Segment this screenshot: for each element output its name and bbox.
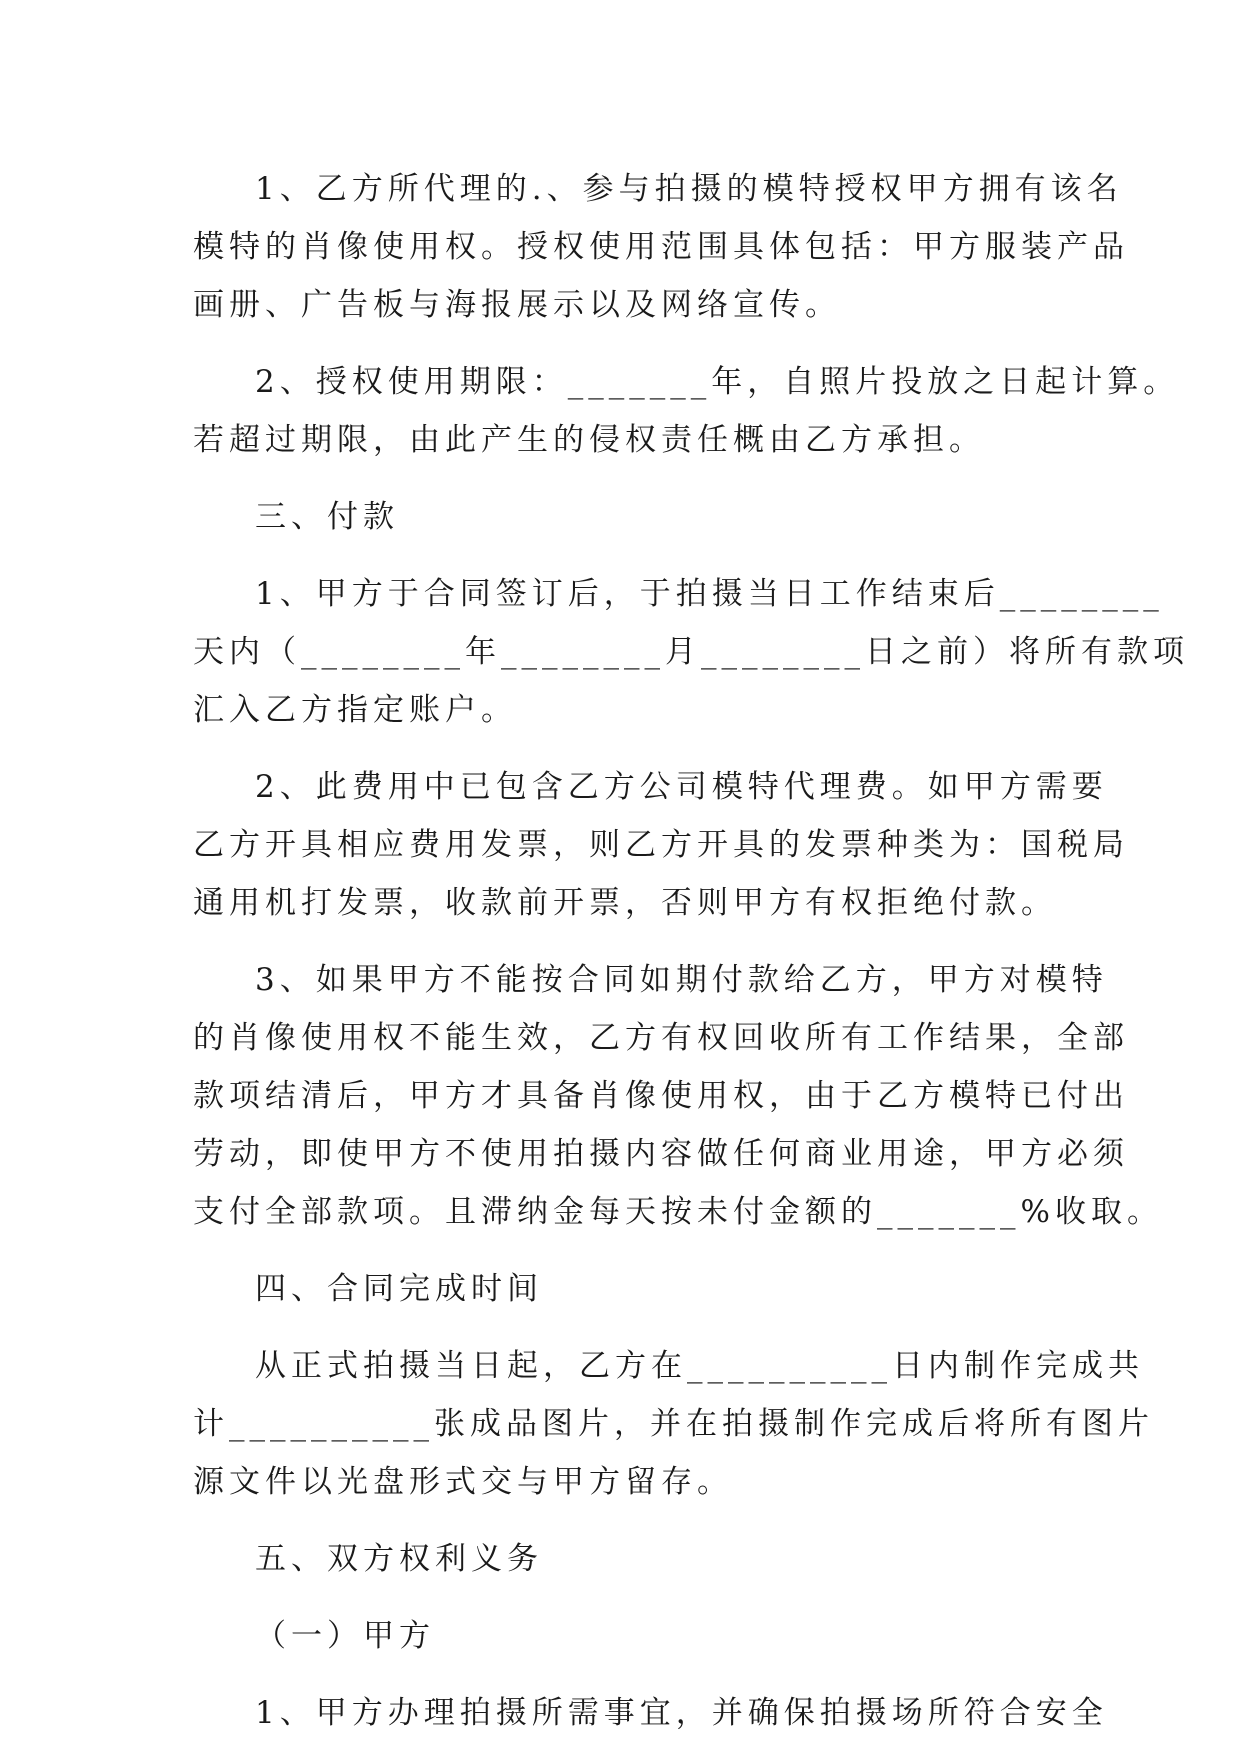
paragraph-portrait-rights: [193, 160, 1129, 334]
sub-heading: （一）甲方: [255, 1618, 435, 1654]
text-line: 模特的肖像使用权。授权使用范围具体包括：甲方服装产品: [193, 229, 1129, 265]
text-line: 汇入乙方指定账户。: [193, 692, 517, 728]
section-heading-rights-obligations: [193, 1530, 1065, 1588]
text-line: 劳动，即使甲方不使用拍摄内容做任何商业用途，甲方必须: [193, 1136, 1129, 1172]
paragraph-late-payment: [193, 951, 1163, 1241]
text-line: 源文件以光盘形式交与甲方留存。: [193, 1464, 733, 1500]
paragraph-delivery: [193, 1337, 1154, 1511]
paragraph-usage-term: [193, 353, 1180, 469]
text-line: 的肖像使用权不能生效，乙方有权回收所有工作结果，全部: [193, 1020, 1129, 1056]
paragraph-invoice: [193, 758, 1129, 932]
paragraph-party-a-duty: [193, 1684, 1108, 1742]
text-line: 计__________张成品图片，并在拍摄制作完成后将所有图片: [193, 1406, 1154, 1442]
text-line: 乙方开具相应费用发票，则乙方开具的发票种类为：国税局: [193, 827, 1129, 863]
section-heading-payment: [193, 488, 1065, 546]
section-heading: 三、付款: [255, 499, 399, 535]
section-heading-completion-time: [193, 1260, 1065, 1318]
document-body: [193, 160, 1189, 1761]
section-heading: 五、双方权利义务: [255, 1541, 543, 1577]
text-line: 支付全部款项。且滞纳金每天按未付金额的_______%收取。: [193, 1194, 1163, 1230]
sub-heading-party-a: [193, 1607, 1065, 1665]
text-line: 1、甲方办理拍摄所需事宜，并确保拍摄场所符合安全: [255, 1695, 1108, 1731]
text-line: 从正式拍摄当日起，乙方在__________日内制作完成共: [255, 1348, 1144, 1384]
text-line: 2、授权使用期限：_______年，自照片投放之日起计算。: [255, 364, 1180, 400]
text-line: 画册、广告板与海报展示以及网络宣传。: [193, 287, 841, 323]
text-line: 3、如果甲方不能按合同如期付款给乙方，甲方对模特: [255, 962, 1108, 998]
text-line: 天内（________年________月________日之前）将所有款项: [193, 634, 1189, 670]
text-line: 款项结清后，甲方才具备肖像使用权，由于乙方模特已付出: [193, 1078, 1129, 1114]
section-heading: 四、合同完成时间: [255, 1271, 543, 1307]
paragraph-payment-deadline: [193, 565, 1189, 739]
text-line: 若超过期限，由此产生的侵权责任概由乙方承担。: [193, 422, 985, 458]
text-line: 1、乙方所代理的.、参与拍摄的模特授权甲方拥有该名: [255, 171, 1123, 207]
text-line: 1、甲方于合同签订后，于拍摄当日工作结束后________: [255, 576, 1164, 612]
text-line: 通用机打发票，收款前开票，否则甲方有权拒绝付款。: [193, 885, 1057, 921]
text-line: 2、此费用中已包含乙方公司模特代理费。如甲方需要: [255, 769, 1108, 805]
